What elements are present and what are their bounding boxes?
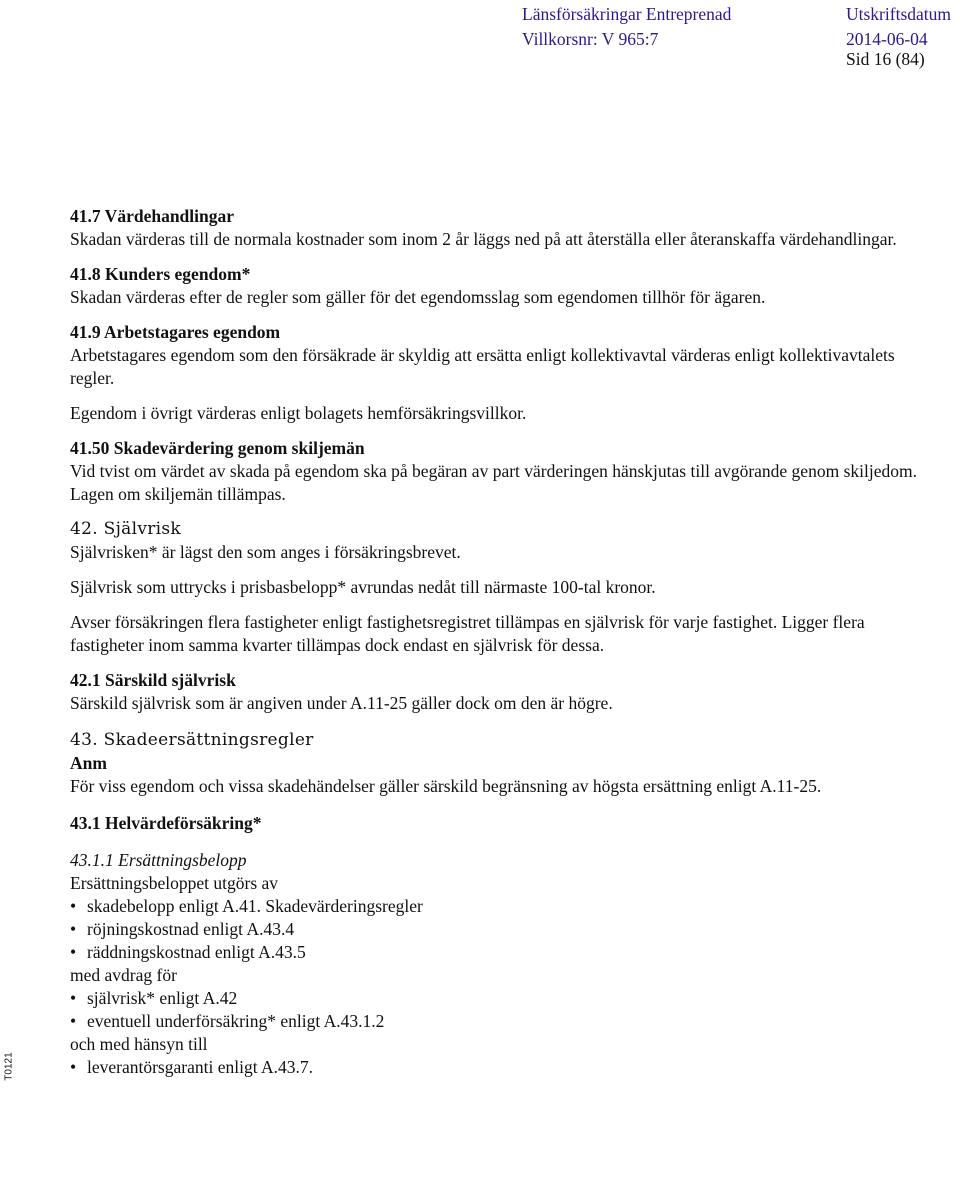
section-text: med avdrag för	[70, 965, 177, 985]
section-text: Egendom i övrigt värderas enligt bolagets hemförsäkringsvillkor.	[70, 403, 527, 423]
section-text: Ersättningsbeloppet utgörs av	[70, 873, 279, 893]
section-text: Särskild självrisk som är angiven under A.11-25 gäller dock om den är högre.	[70, 693, 613, 713]
section-43-1-1	[70, 849, 930, 1079]
list-item: • röjningskostnad enligt A.43.4	[70, 918, 930, 941]
header-company: Länsförsäkringar Entreprenad	[522, 4, 732, 24]
section-title: 41.7 Värdehandlingar	[70, 206, 235, 226]
section-41-9	[70, 321, 930, 425]
section-text: Vid tvist om värdet av skada på egendom ska på begäran av part värderingen hänskjutas till avgörande genom skiljedom. Lagen om skiljemän tillämpas.	[70, 461, 917, 504]
section-title: 42. Självrisk	[70, 519, 182, 539]
section-text: och med hänsyn till	[70, 1034, 208, 1054]
side-code: T0121	[3, 1052, 15, 1081]
list-item: • leverantörsgaranti enligt A.43.7.	[70, 1056, 930, 1079]
section-43	[70, 729, 930, 798]
section-text: Självrisk som uttrycks i prisbasbelopp* avrundas nedåt till närmaste 100-tal kronor.	[70, 577, 656, 597]
section-title: 43.1 Helvärdeförsäkring*	[70, 813, 262, 833]
section-text: Skadan värderas till de normala kostnader som inom 2 år läggs ned på att återställa eller återanskaffa värdehandlingar.	[70, 229, 897, 249]
section-title: 41.9 Arbetstagares egendom	[70, 322, 281, 342]
header-terms-number: Villkorsnr: V 965:7	[522, 29, 659, 49]
section-42	[70, 518, 930, 657]
section-text: Skadan värderas efter de regler som gäller för det egendomsslag som egendomen tillhör för ägaren.	[70, 287, 766, 307]
list-item: • räddningskostnad enligt A.43.5	[70, 941, 930, 964]
header-left	[522, 3, 731, 51]
section-text: Avser försäkringen flera fastigheter enligt fastighetsregistret tillämpas en självrisk för varje fastighet. Ligger flera fastigheter inom samma kvarter tillämpas dock endast en självrisk för dessa.	[70, 612, 865, 655]
header-print-date: 2014-06-04	[846, 29, 928, 49]
section-title: 42.1 Särskild självrisk	[70, 670, 236, 690]
section-text: För viss egendom och vissa skadehändelser gäller särskild begränsning av högsta ersättning enligt A.11-25.	[70, 776, 822, 796]
section-text: Arbetstagares egendom som den försäkrade är skyldig att ersätta enligt kollektivavtal värderas enligt kollektivavtalets regler.	[70, 345, 895, 388]
header-print-date-label: Utskriftsdatum	[846, 4, 951, 24]
section-41-50	[70, 437, 930, 506]
document-body	[70, 205, 930, 1079]
section-text: Självrisken* är lägst den som anges i försäkringsbrevet.	[70, 542, 461, 562]
bullet-list	[70, 895, 930, 964]
note-label: Anm	[70, 753, 107, 773]
bullet-list	[70, 987, 930, 1033]
section-title: 41.8 Kunders egendom*	[70, 264, 251, 284]
section-41-8	[70, 263, 930, 309]
section-title: 41.50 Skadevärdering genom skiljemän	[70, 438, 365, 458]
section-42-1	[70, 669, 930, 715]
list-item: • skadebelopp enligt A.41. Skadevärderingsregler	[70, 895, 930, 918]
bullet-list	[70, 1056, 930, 1079]
header-right	[846, 3, 951, 51]
section-43-1	[70, 812, 930, 835]
section-41-7	[70, 205, 930, 251]
list-item: • eventuell underförsäkring* enligt A.43.1.2	[70, 1010, 930, 1033]
header-page-number: Sid 16 (84)	[846, 49, 925, 69]
section-title: 43. Skadeersättningsregler	[70, 730, 314, 750]
section-title: 43.1.1 Ersättningsbelopp	[70, 850, 247, 870]
list-item: • självrisk* enligt A.42	[70, 987, 930, 1010]
